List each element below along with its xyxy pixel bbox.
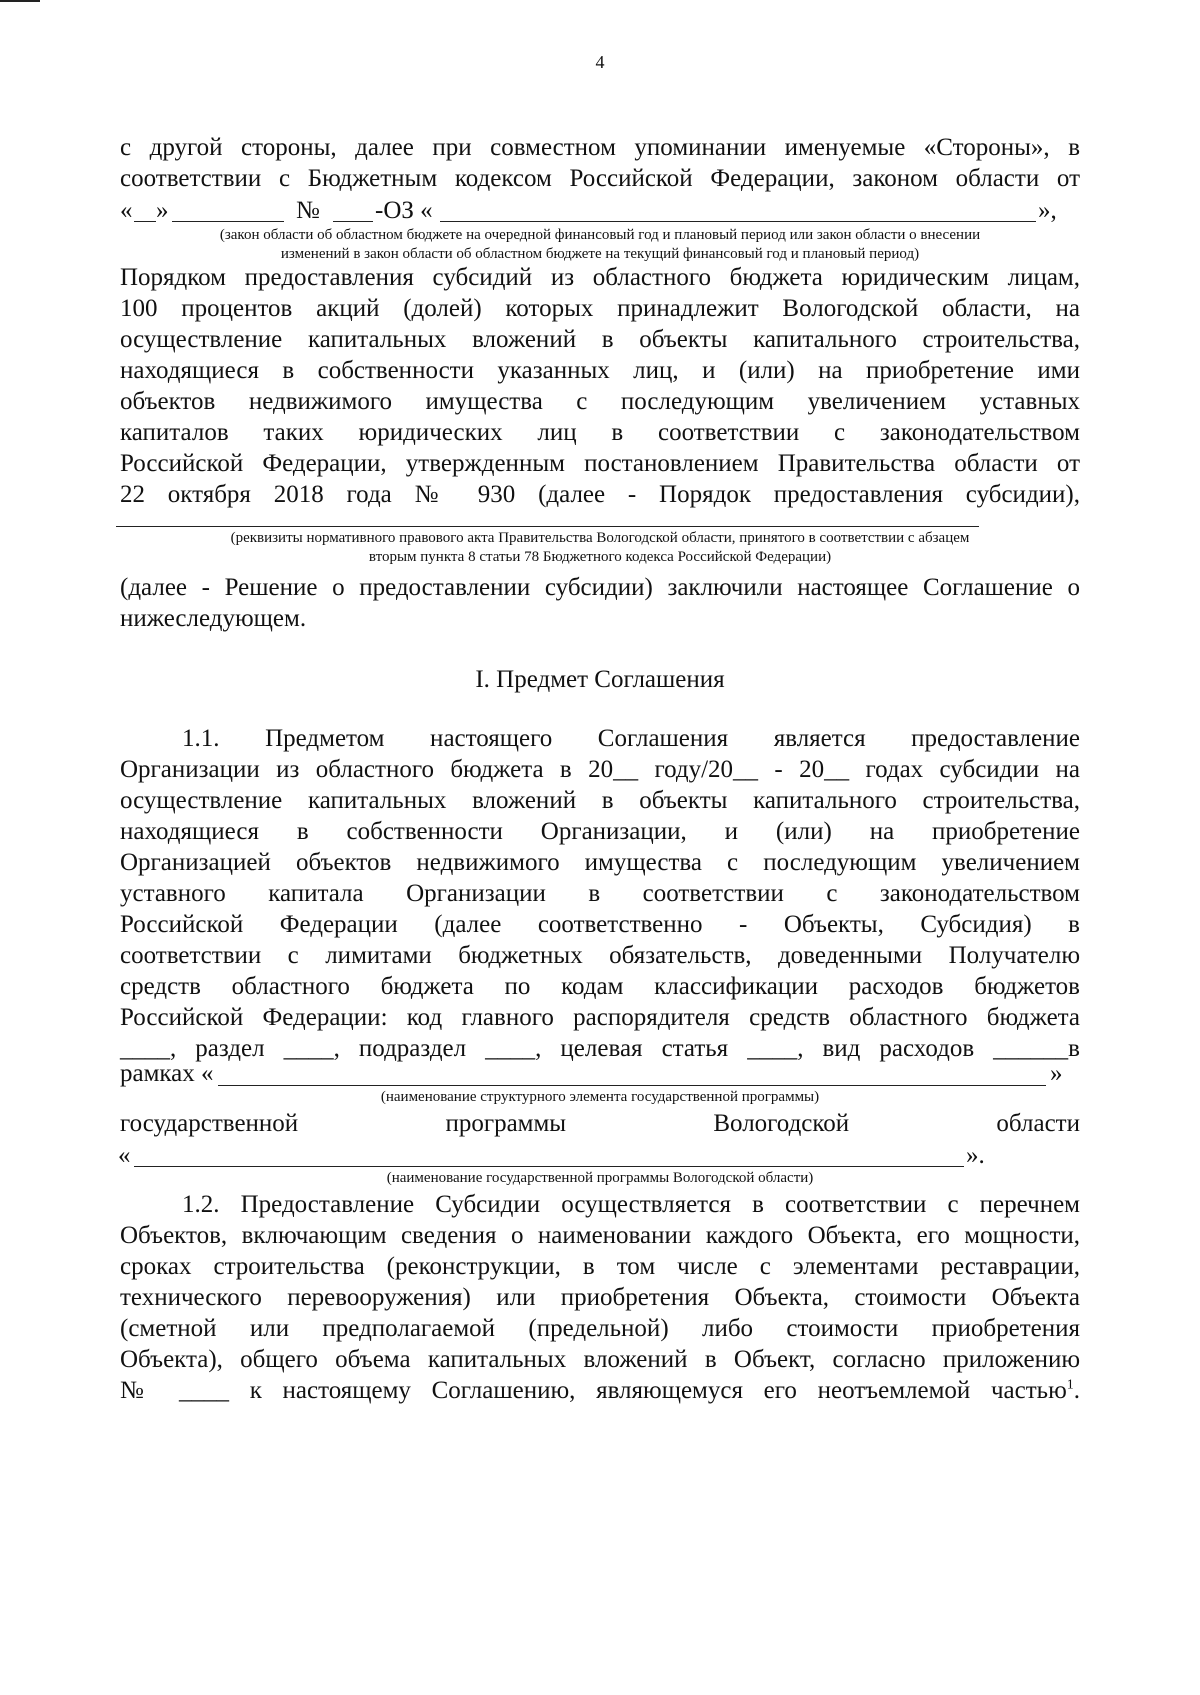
clause-1-2-line: 1.2. Предоставление Субсидии осуществляется в соответствии с перечнем: [182, 1191, 1080, 1218]
gp-name-blank: [134, 1166, 964, 1167]
clause-1-2-line: (сметной или предполагаемой (предельной) либо стоимости приобретения: [120, 1315, 1080, 1342]
act-note-line-1: (реквизиты нормативного правового акта Правительства Вологодской области, принятого в соответствии с абзацем: [230, 530, 970, 546]
law-oz: -ОЗ «: [375, 197, 433, 224]
footnote-mark: 1: [1066, 1377, 1074, 1393]
order-paragraph: [120, 262, 1080, 510]
clause-1-1-line: Организацией объектов недвижимого имущества с последующим увеличением: [120, 849, 1080, 876]
clause-1-2-end: .: [1073, 1377, 1080, 1404]
gp-word: области: [996, 1110, 1080, 1137]
gp-note: (наименование государственной программы Вологодской области): [386, 1170, 814, 1186]
gp-words-line: [120, 1108, 1080, 1139]
intro-block: [120, 132, 1080, 194]
act-requisites-blank: [116, 526, 979, 527]
order-line: объектов недвижимого имущества с последующим увеличением уставных: [120, 388, 1080, 415]
section-title: I. Предмет Соглашения: [475, 666, 725, 693]
frame-note: (наименование структурного элемента государственной программы): [380, 1089, 820, 1105]
clause-1-1-line: средств областного бюджета по кодам классификации расходов бюджетов: [120, 973, 1080, 1000]
decision-line-1: (далее - Решение о предоставлении субсидии) заключили настоящее Соглашение о: [120, 574, 1080, 601]
clause-1-1-line: осуществление капитальных вложений в объекты капитального строительства,: [120, 787, 1080, 814]
gp-word: Вологодской: [713, 1110, 850, 1137]
gp-word: государственной: [120, 1110, 299, 1137]
clause-1-1-line: Российской Федерации: код главного распорядителя средств областного бюджета: [120, 1004, 1080, 1031]
gp-close: ».: [966, 1142, 985, 1169]
law-number-sign: №: [296, 197, 320, 224]
scan-corner-mark: [0, 0, 40, 2]
frame-open: рамках «: [120, 1060, 214, 1087]
act-requisites-note: [115, 529, 1085, 567]
clause-1-2: [120, 1189, 1080, 1406]
clause-1-1-line: 1.1. Предметом настоящего Соглашения является предоставление: [182, 725, 1080, 752]
gp-word: программы: [445, 1110, 567, 1137]
order-line: капиталов таких юридических лиц в соответствии с законодательством: [120, 419, 1080, 446]
law-footnote-line-1: (закон области об областном бюджете на очередной финансовый год и плановый период или закон области о внесении: [219, 227, 981, 243]
clause-1-2-last-text: № ____ к настоящему Соглашению, являющемуся его неотъемлемой частью: [120, 1377, 1067, 1404]
law-date-blank: [172, 221, 284, 222]
law-footnote-line-2: изменений в закон области об областном бюджете на текущий финансовый год и плановый период): [280, 246, 920, 262]
clause-1-2-line: технического перевооружения) или приобретения Объекта, стоимости Объекта: [120, 1284, 1080, 1311]
clause-1-2-line: Объектов, включающим сведения о наименовании каждого Объекта, его мощности,: [120, 1222, 1080, 1249]
order-line: 22 октября 2018 года № 930 (далее - Порядок предоставления субсидии),: [120, 481, 1080, 508]
act-note-line-2: вторым пункта 8 статьи 78 Бюджетного кодекса Российской Федерации): [368, 549, 832, 565]
law-footnote: [115, 226, 1085, 264]
decision-paragraph: [120, 572, 1080, 634]
clause-1-2-line: сроках строительства (реконструкции, в том числе с элементами реставрации,: [120, 1253, 1080, 1280]
law-quote-open: «: [120, 197, 133, 224]
page-number: 4: [595, 52, 605, 72]
order-line: Порядком предоставления субсидий из областного бюджета юридическим лицам,: [120, 264, 1080, 291]
clause-1-1-line: соответствии с лимитами бюджетных обязательств, доведенными Получателю: [120, 942, 1080, 969]
law-quote-close: »,: [1038, 197, 1057, 224]
budget-codes-line: ____, раздел ____, подраздел ____, целевая статья ____, вид расходов ______в: [120, 1035, 1080, 1062]
clause-1-1-line: Организации из областного бюджета в 20__ году/20__ - 20__ годах субсидии на: [120, 756, 1080, 783]
clause-1-1-line: Российской Федерации (далее соответственно - Объекты, Субсидия) в: [120, 911, 1080, 938]
law-name-blank: [440, 221, 1036, 222]
frame-close: »: [1050, 1060, 1063, 1087]
clause-1-1: [120, 723, 1080, 1064]
intro-line-2: соответствии с Бюджетным кодексом Российской Федерации, законом области от: [120, 165, 1080, 192]
law-day-blank: [134, 221, 156, 222]
gp-open: «: [118, 1142, 131, 1169]
order-line: Российской Федерации, утвержденным постановлением Правительства области от: [120, 450, 1080, 477]
order-line: осуществление капитальных вложений в объекты капитального строительства,: [120, 326, 1080, 353]
law-quote-mid: »: [156, 197, 169, 224]
intro-line-1: с другой стороны, далее при совместном упоминании именуемые «Стороны», в: [120, 134, 1080, 161]
clause-1-1-line: находящиеся в собственности Организации, и (или) на приобретение: [120, 818, 1080, 845]
clause-1-2-last-line: [120, 1375, 1080, 1406]
order-line: находящиеся в собственности указанных лиц, и (или) на приобретение ими: [120, 357, 1080, 384]
decision-line-2: нижеследующем.: [120, 605, 307, 632]
frame-name-blank: [218, 1085, 1046, 1086]
law-number-blank: [333, 221, 373, 222]
clause-1-2-line: Объекта), общего объема капитальных вложений в Объект, согласно приложению: [120, 1346, 1080, 1373]
order-line: 100 процентов акций (долей) которых принадлежит Вологодской области, на: [120, 295, 1080, 322]
clause-1-1-line: уставного капитала Организации в соответствии с законодательством: [120, 880, 1080, 907]
